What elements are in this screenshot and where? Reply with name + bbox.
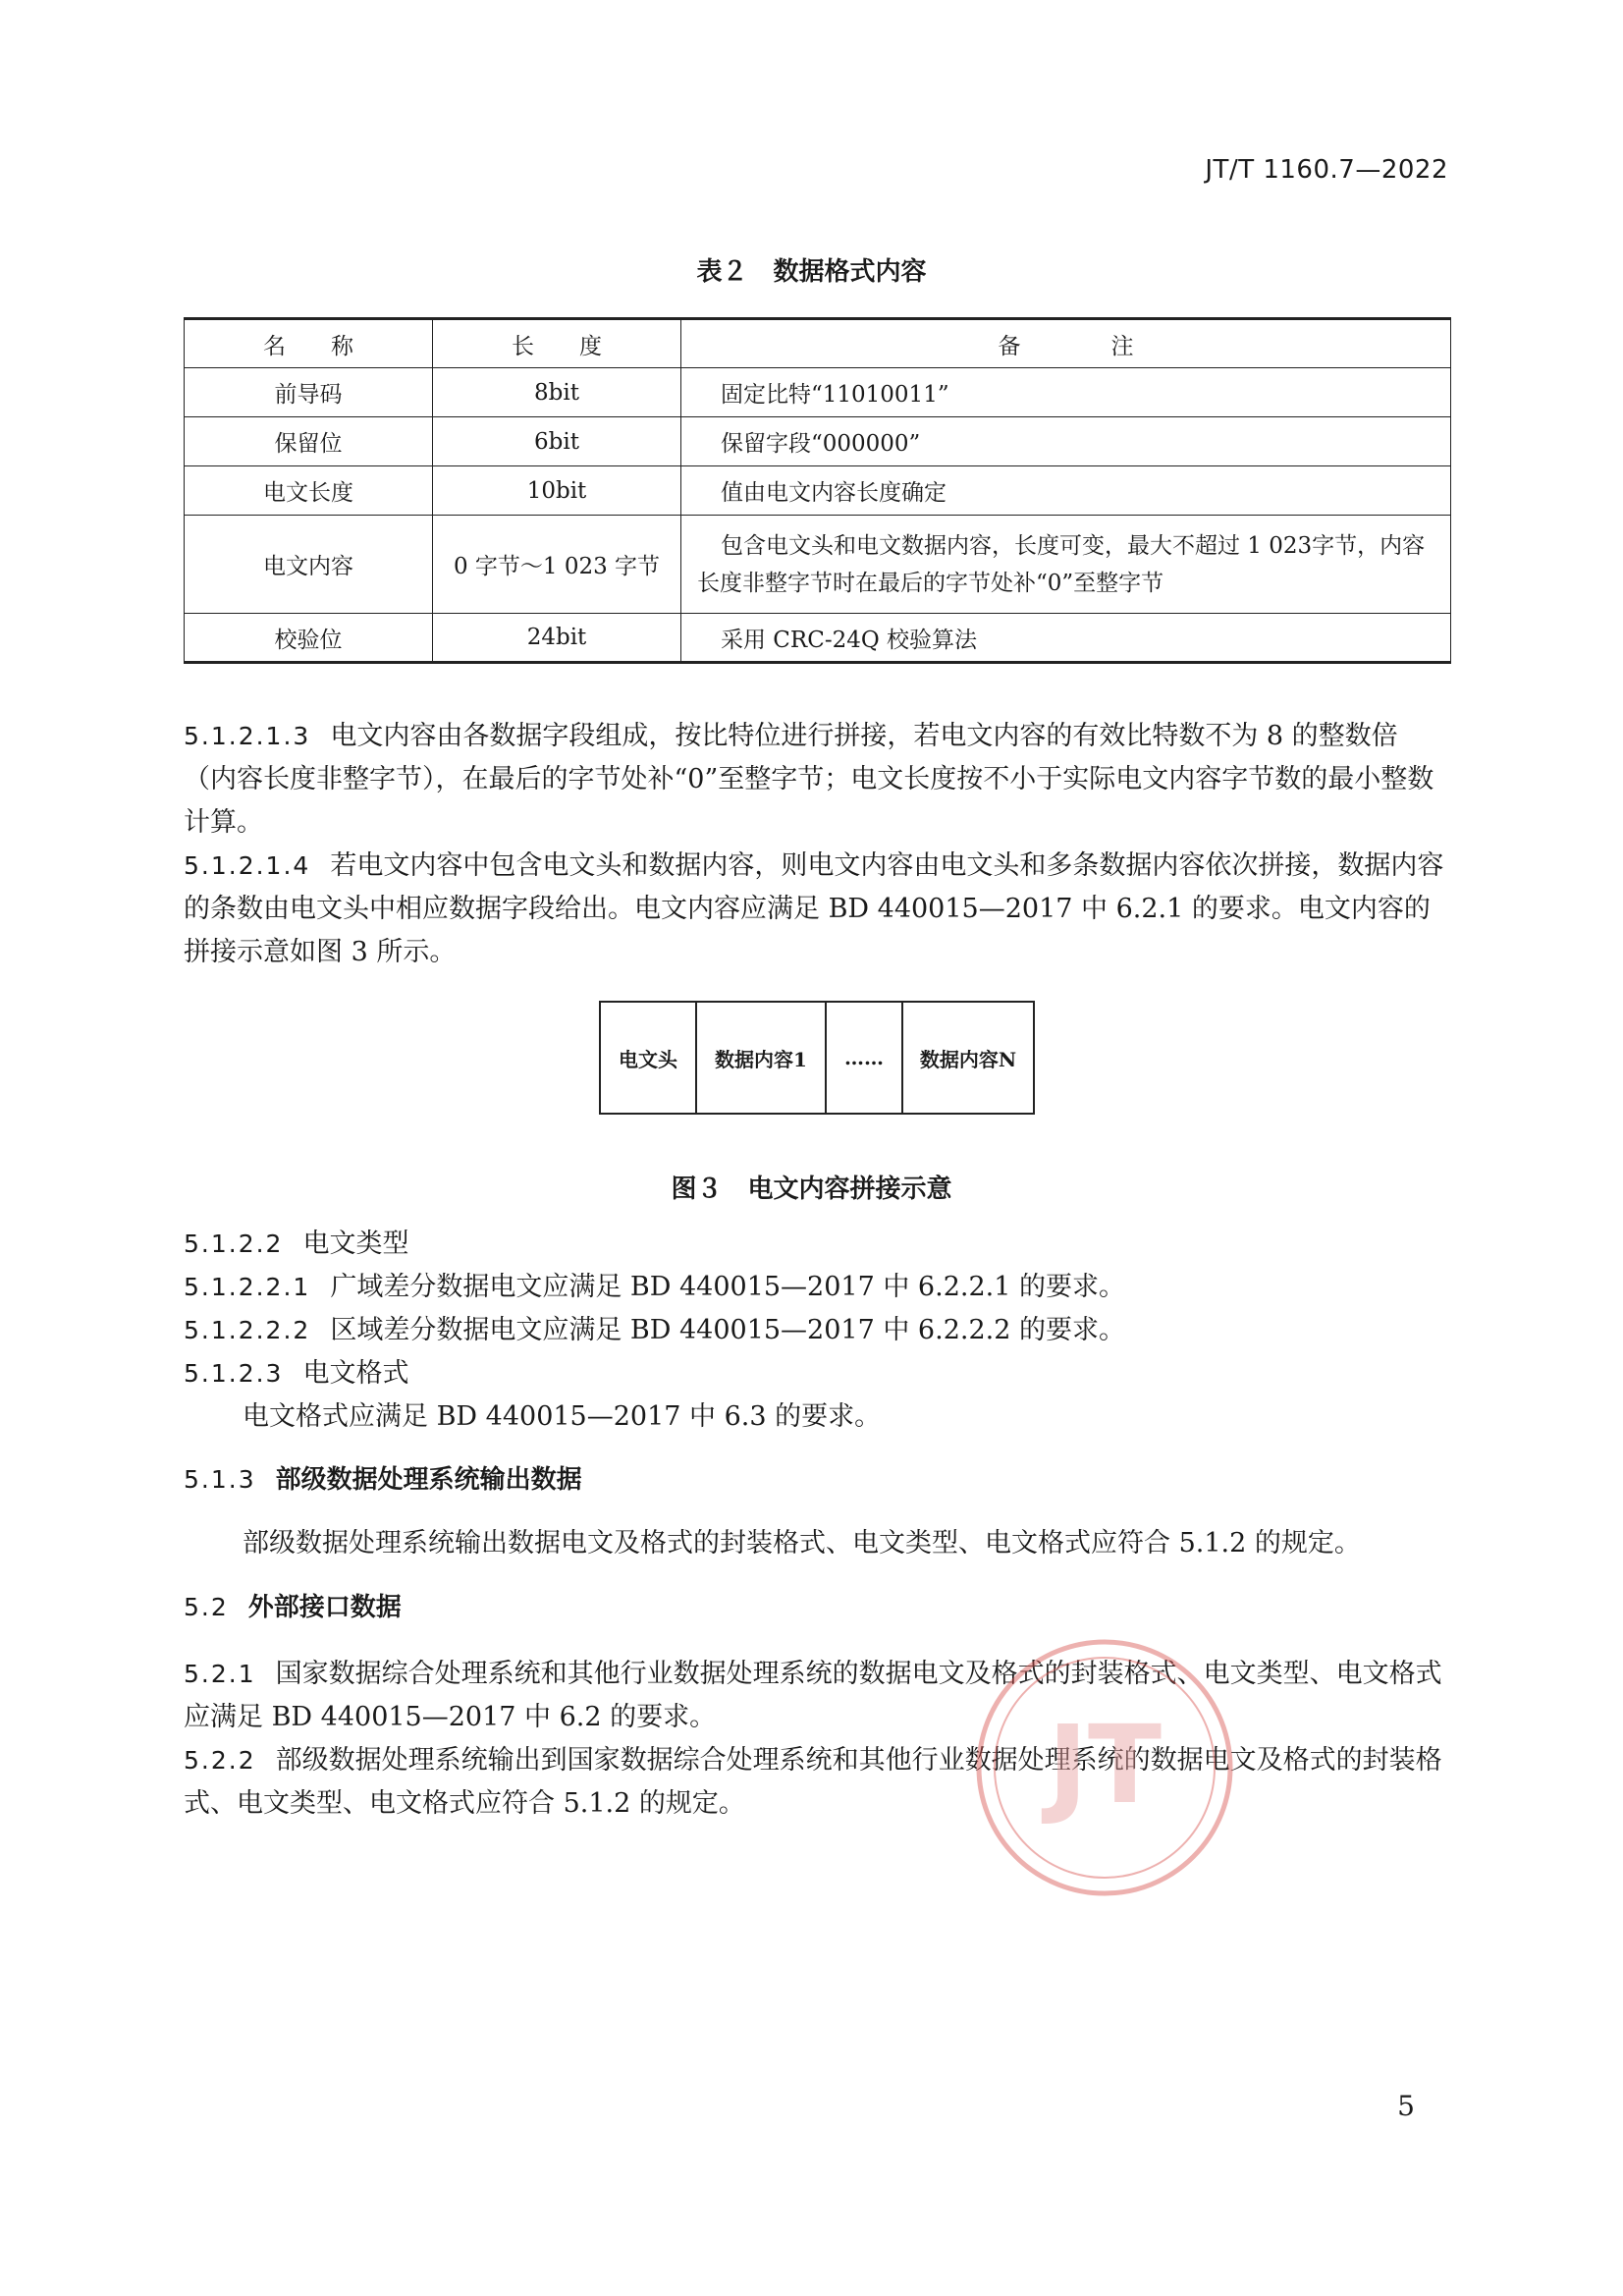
table-row xyxy=(185,466,1451,516)
clause-text: 电文格式 xyxy=(302,1358,409,1389)
clause-5-1-2-1-3 xyxy=(184,715,1450,845)
clause-number: 5.1.3 xyxy=(184,1465,256,1494)
page-number: 5 xyxy=(1397,2090,1415,2122)
clause-5-2-2 xyxy=(184,1739,1450,1826)
clause-number: 5.1.2.1.4 xyxy=(184,851,311,880)
cell-name: 保留位 xyxy=(185,417,433,466)
clause-number: 5.1.2.3 xyxy=(184,1359,284,1388)
clause-text: 电文类型 xyxy=(302,1229,409,1259)
clause-number: 5.1.2.2 xyxy=(184,1230,284,1258)
box-data-content-n: 数据内容N xyxy=(919,1047,1017,1071)
clause-5-2 xyxy=(184,1586,1450,1629)
box-ellipsis: …… xyxy=(827,1003,903,1113)
clause-text: 电文内容由各数据字段组成，按比特位进行拼接，若电文内容的有效比特数不为 8 的整数倍（内容长度非整字节），在最后的字节处补“0”至整字节；电文长度按不小于实际电文内容字节数的最小整数计算。 xyxy=(184,721,1434,838)
clause-5-1-2-2 xyxy=(184,1223,1450,1266)
clause-number: 5.1.2.1.3 xyxy=(184,722,311,750)
clause-5-1-2-3-body: 电文格式应满足 BD 440015—2017 中 6.3 的要求。 xyxy=(243,1401,882,1432)
jt-stamp-watermark xyxy=(972,1635,1237,1900)
table-header-row xyxy=(185,319,1451,368)
table-caption: 表２ 数据格式内容 xyxy=(696,257,927,287)
clause-heading: 部级数据处理系统输出数据 xyxy=(275,1465,582,1495)
clause-text: 区域差分数据电文应满足 BD 440015—2017 中 6.2.2.2 的要求。 xyxy=(330,1315,1125,1345)
clause-5-1-2-2-1 xyxy=(184,1266,1450,1309)
cell-remarks: 固定比特“11010011” xyxy=(681,368,1451,417)
box-data-content-1: 数据内容1 xyxy=(697,1003,827,1113)
header-name: 名 称 xyxy=(185,319,433,368)
cell-remarks: 采用 CRC-24Q 校验算法 xyxy=(681,614,1451,663)
cell-length: 24bit xyxy=(433,614,681,663)
clause-number: 5.1.2.2.1 xyxy=(184,1273,311,1301)
cell-remarks: 保留字段“000000” xyxy=(681,417,1451,466)
clause-number: 5.2.2 xyxy=(184,1746,256,1775)
clause-number: 5.2 xyxy=(184,1593,229,1621)
clause-text: 广域差分数据电文应满足 BD 440015—2017 中 6.2.2.1 的要求。 xyxy=(330,1272,1125,1302)
table-row xyxy=(185,516,1451,614)
header-remarks: 备 注 xyxy=(681,319,1451,368)
clause-number: 5.2.1 xyxy=(184,1660,256,1688)
clause-text: 部级数据处理系统输出到国家数据综合处理系统和其他行业数据处理系统的数据电文及格式的封装格式、电文类型、电文格式应符合 5.1.2 的规定。 xyxy=(184,1745,1442,1819)
cell-name: 校验位 xyxy=(185,614,433,663)
clause-text: 若电文内容中包含电文头和数据内容，则电文内容由电文头和多条数据内容依次拼接，数据内容的条数由电文头中相应数据字段给出。电文内容应满足 BD 440015—2017 中 6.2.1 的要求。电文内容的拼接示意如图 3 所示。 xyxy=(184,850,1444,967)
standard-code: JT/T 1160.7—2022 xyxy=(1205,155,1448,185)
table-row xyxy=(185,614,1451,663)
clause-5-1-2-2-2 xyxy=(184,1309,1450,1352)
cell-length: 0 字节～1 023 字节 xyxy=(433,516,681,614)
clause-text: 国家数据综合处理系统和其他行业数据处理系统的数据电文及格式的封装格式、电文类型、电文格式应满足 BD 440015—2017 中 6.2 的要求。 xyxy=(184,1659,1442,1732)
clause-5-1-2-3 xyxy=(184,1352,1450,1395)
table-row xyxy=(185,417,1451,466)
figure-caption: 图３ 电文内容拼接示意 xyxy=(671,1175,952,1204)
cell-length: 6bit xyxy=(433,417,681,466)
table-row xyxy=(185,368,1451,417)
data-format-table xyxy=(184,317,1451,664)
cell-name: 电文长度 xyxy=(185,466,433,516)
clause-heading: 外部接口数据 xyxy=(247,1593,402,1622)
figure-3-diagram xyxy=(599,1001,1035,1115)
clause-5-1-3 xyxy=(184,1458,1450,1502)
stamp-text: JT xyxy=(1048,1702,1162,1828)
box-message-header: 电文头 xyxy=(601,1003,697,1113)
cell-remarks: 包含电文头和电文数据内容，长度可变，最大不超过 1 023字节，内容长度非整字节时在最后的字节处补“0”至整字节 xyxy=(681,516,1451,614)
cell-name: 电文内容 xyxy=(185,516,433,614)
clause-5-1-2-1-4 xyxy=(184,845,1450,974)
header-length: 长 度 xyxy=(433,319,681,368)
clause-5-2-1 xyxy=(184,1653,1450,1739)
cell-remarks: 值由电文内容长度确定 xyxy=(681,466,1451,516)
clause-5-1-3-body: 部级数据处理系统输出数据电文及格式的封装格式、电文类型、电文格式应符合 5.1.2 的规定。 xyxy=(243,1528,1361,1558)
cell-name: 前导码 xyxy=(185,368,433,417)
clause-number: 5.1.2.2.2 xyxy=(184,1316,311,1344)
cell-length: 10bit xyxy=(433,466,681,516)
cell-length: 8bit xyxy=(433,368,681,417)
